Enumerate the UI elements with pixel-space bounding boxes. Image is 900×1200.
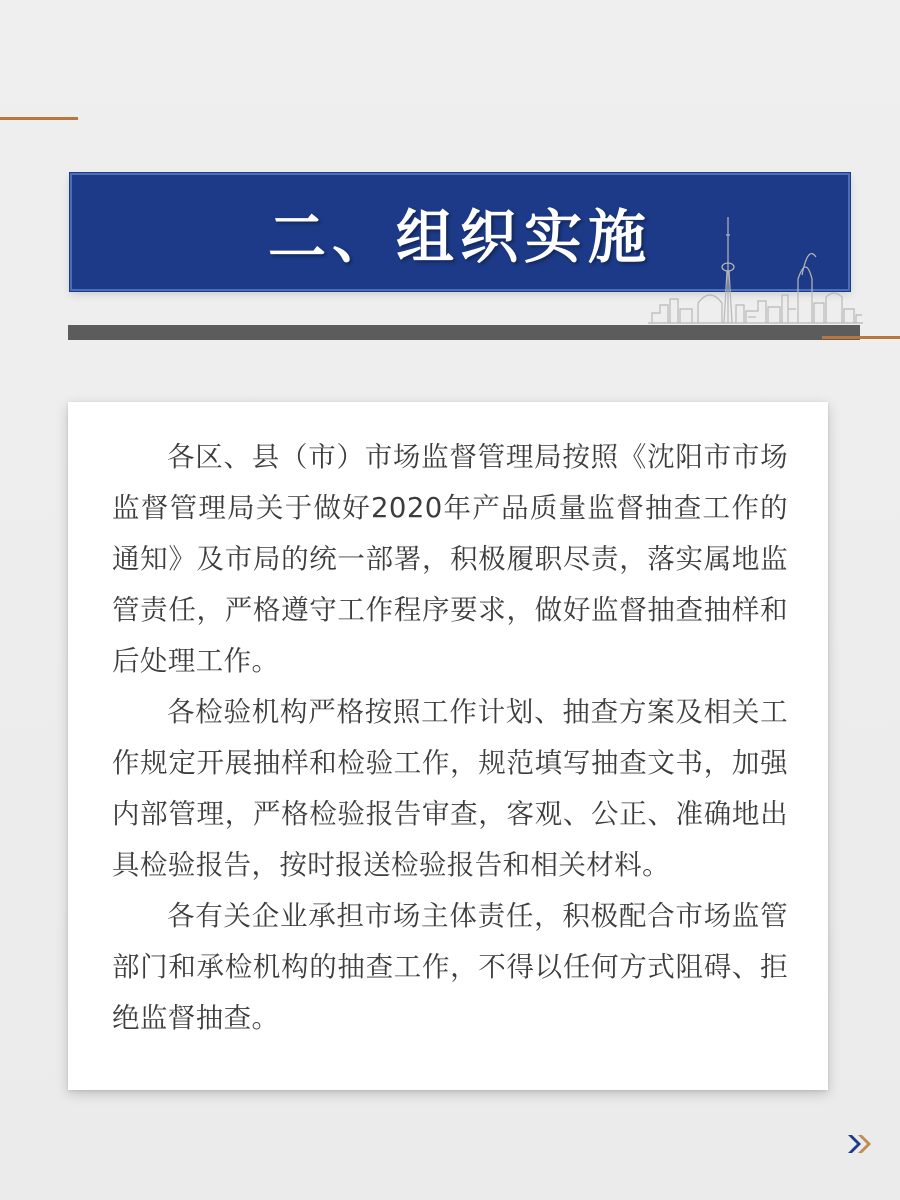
city-skyline-icon (648, 215, 863, 327)
content-card (68, 402, 828, 1090)
paragraph-1: 各区、县（市）市场监督管理局按照《沈阳市市场监督管理局关于做好2020年产品质量监督抽查工作的通知》及市局的统一部署，积极履职尽责，落实属地监管责任，严格遵守工作程序要求，做好监督抽查抽样和后处理工作。 (112, 441, 788, 677)
content-body (112, 432, 788, 1044)
paragraph-3: 各有关企业承担市场主体责任，积极配合市场监管部门和承检机构的抽查工作，不得以任何方式阻碍、拒绝监督抽查。 (112, 900, 788, 1034)
accent-line-right (822, 336, 900, 339)
double-chevron-right-icon[interactable] (846, 1132, 874, 1156)
section-title: 二、组织实施 (267, 203, 652, 271)
accent-line-top-left (0, 117, 78, 120)
divider-bar (68, 325, 860, 340)
paragraph-2: 各检验机构严格按照工作计划、抽查方案及相关工作规定开展抽样和检验工作，规范填写抽查文书，加强内部管理，严格检验报告审查，客观、公正、准确地出具检验报告，按时报送检验报告和相关材料。 (112, 696, 788, 881)
